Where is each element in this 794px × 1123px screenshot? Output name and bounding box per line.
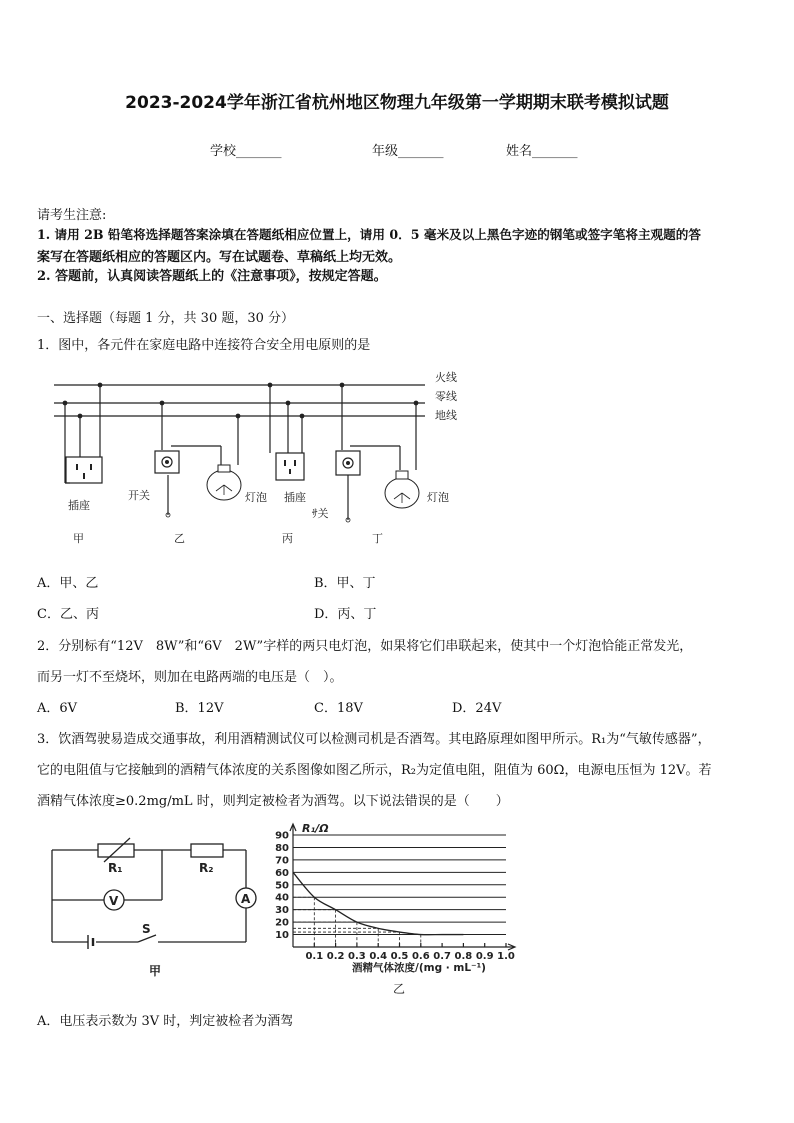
y-tick-label: 50 (275, 880, 289, 892)
grade-field: 年级_______ (372, 144, 444, 159)
q2-option-a[interactable]: A．6V (37, 701, 78, 716)
q2-option-b[interactable]: B．12V (175, 701, 224, 716)
q3-stem-3: 酒精气体浓度≥0.2mg/mL 时，则判定被检者为酒驾。以下说法错误的是（ ） (37, 794, 509, 809)
q1-option-d[interactable]: D．丙、丁 (314, 607, 377, 622)
bulb-label-ding: 灯泡 (427, 491, 449, 504)
notice-line-1a: 1. 请用 2B 铅笔将选择题答案涂填在答题纸相应位置上，请用 0．5 毫米及以上黑色字迹的钢笔或签字笔将主观题的答 (37, 227, 701, 242)
y-tick-label: 60 (275, 867, 289, 879)
x-tick-label: 0.3 (348, 951, 366, 962)
q1-option-a[interactable]: A．甲、乙 (37, 576, 99, 591)
graph-yi-label: 乙 (393, 982, 406, 996)
q3-stem-1: 3．饮酒驾驶易造成交通事故，利用酒精测试仪可以检测司机是否酒驾。其电路原理如图甲所示。R₁为“气敏传感器”， (37, 732, 711, 747)
bulb-label-yi: 灯泡 (245, 491, 267, 504)
q3-option-a[interactable]: A．电压表示数为 3V 时，判定被检者为酒驾 (37, 1014, 294, 1029)
x-tick-label: 0.7 (433, 951, 451, 962)
x-tick-label: 0.2 (326, 951, 345, 962)
y-tick-label: 10 (275, 930, 289, 942)
q2-stem-2: 而另一灯不至烧坏，则加在电路两端的电压是（ ）。 (37, 670, 343, 685)
x-tick-label: 0.4 (369, 951, 388, 962)
neutral-label: 零线 (435, 390, 457, 403)
label-ding: 丁 (372, 532, 383, 545)
x-tick-label: 0.1 (305, 951, 324, 962)
y-tick-label: 70 (275, 855, 289, 867)
y-tick-label: 90 (275, 830, 289, 842)
notice-heading: 请考生注意: (37, 208, 107, 223)
household-circuit-figure (40, 365, 480, 550)
y-tick-label: 20 (275, 917, 289, 929)
page-title: 2023-2024学年浙江省杭州地区物理九年级第一学期期末联考模拟试题 (125, 93, 669, 113)
y-axis-label: R₁/Ω (302, 822, 329, 835)
alcohol-tester-circuit (38, 832, 273, 982)
chart-series-line (293, 872, 463, 934)
resistance-concentration-graph (268, 818, 523, 998)
x-tick-label: 0.6 (411, 951, 430, 962)
switch-label-ding: ｻ关 (312, 507, 329, 520)
live-label: 火线 (435, 371, 457, 384)
section-heading: 一、选择题（每题 1 分，共 30 题，30 分） (37, 311, 295, 326)
ground-label: 地线 (435, 409, 457, 422)
label-yi: 乙 (174, 532, 185, 545)
y-tick-label: 80 (275, 842, 289, 854)
name-field: 姓名_______ (506, 144, 578, 159)
switch-label-yi: 开关 (128, 489, 150, 502)
circuit-jia-label: 甲 (149, 964, 162, 978)
q1-option-c[interactable]: C．乙、丙 (37, 607, 99, 622)
q1-option-b[interactable]: B．甲、丁 (314, 576, 376, 591)
notice-line-1b: 案写在答题纸相应的答题区内。写在试题卷、草稿纸上均无效。 (37, 250, 402, 265)
q2-stem-1: 2．分别标有“12V 8W”和“6V 2W”字样的两只电灯泡，如果将它们串联起来，使其中一个灯泡恰能正常发光， (37, 639, 693, 654)
bulb-icon (207, 465, 419, 508)
x-axis-label: 酒精气体浓度/(mg · mL⁻¹) (352, 962, 486, 974)
socket-label-jia: 插座 (68, 499, 90, 512)
notice-line-2: 2. 答题前，认真阅读答题纸上的《注意事项》，按规定答题。 (37, 269, 387, 284)
q2-option-d[interactable]: D．24V (452, 701, 502, 716)
y-tick-label: 30 (275, 905, 289, 917)
x-tick-label: 0.5 (390, 951, 409, 962)
voltmeter-label: V (109, 894, 119, 908)
x-tick-label: 1.0 (497, 951, 515, 962)
switch-s-label: S (142, 922, 151, 936)
q1-stem: 1．图中，各元件在家庭电路中连接符合安全用电原则的是 (37, 338, 371, 353)
school-field: 学校_______ (210, 144, 282, 159)
r1-label: R₁ (108, 861, 123, 875)
r2-label: R₂ (199, 861, 214, 875)
label-jia: 甲 (73, 532, 84, 545)
ammeter-label: A (241, 892, 251, 906)
label-bing: 丙 (282, 532, 293, 545)
socket-label-bing: 插座 (284, 491, 306, 504)
q2-option-c[interactable]: C．18V (314, 701, 363, 716)
q3-stem-2: 它的电阻值与它接触到的酒精气体浓度的关系图像如图乙所示，R₂为定值电阻，阻值为 60Ω，电源电压恒为 12V。若 (37, 763, 712, 778)
x-tick-label: 0.9 (475, 951, 494, 962)
y-tick-label: 40 (275, 892, 289, 904)
x-tick-label: 0.8 (454, 951, 473, 962)
